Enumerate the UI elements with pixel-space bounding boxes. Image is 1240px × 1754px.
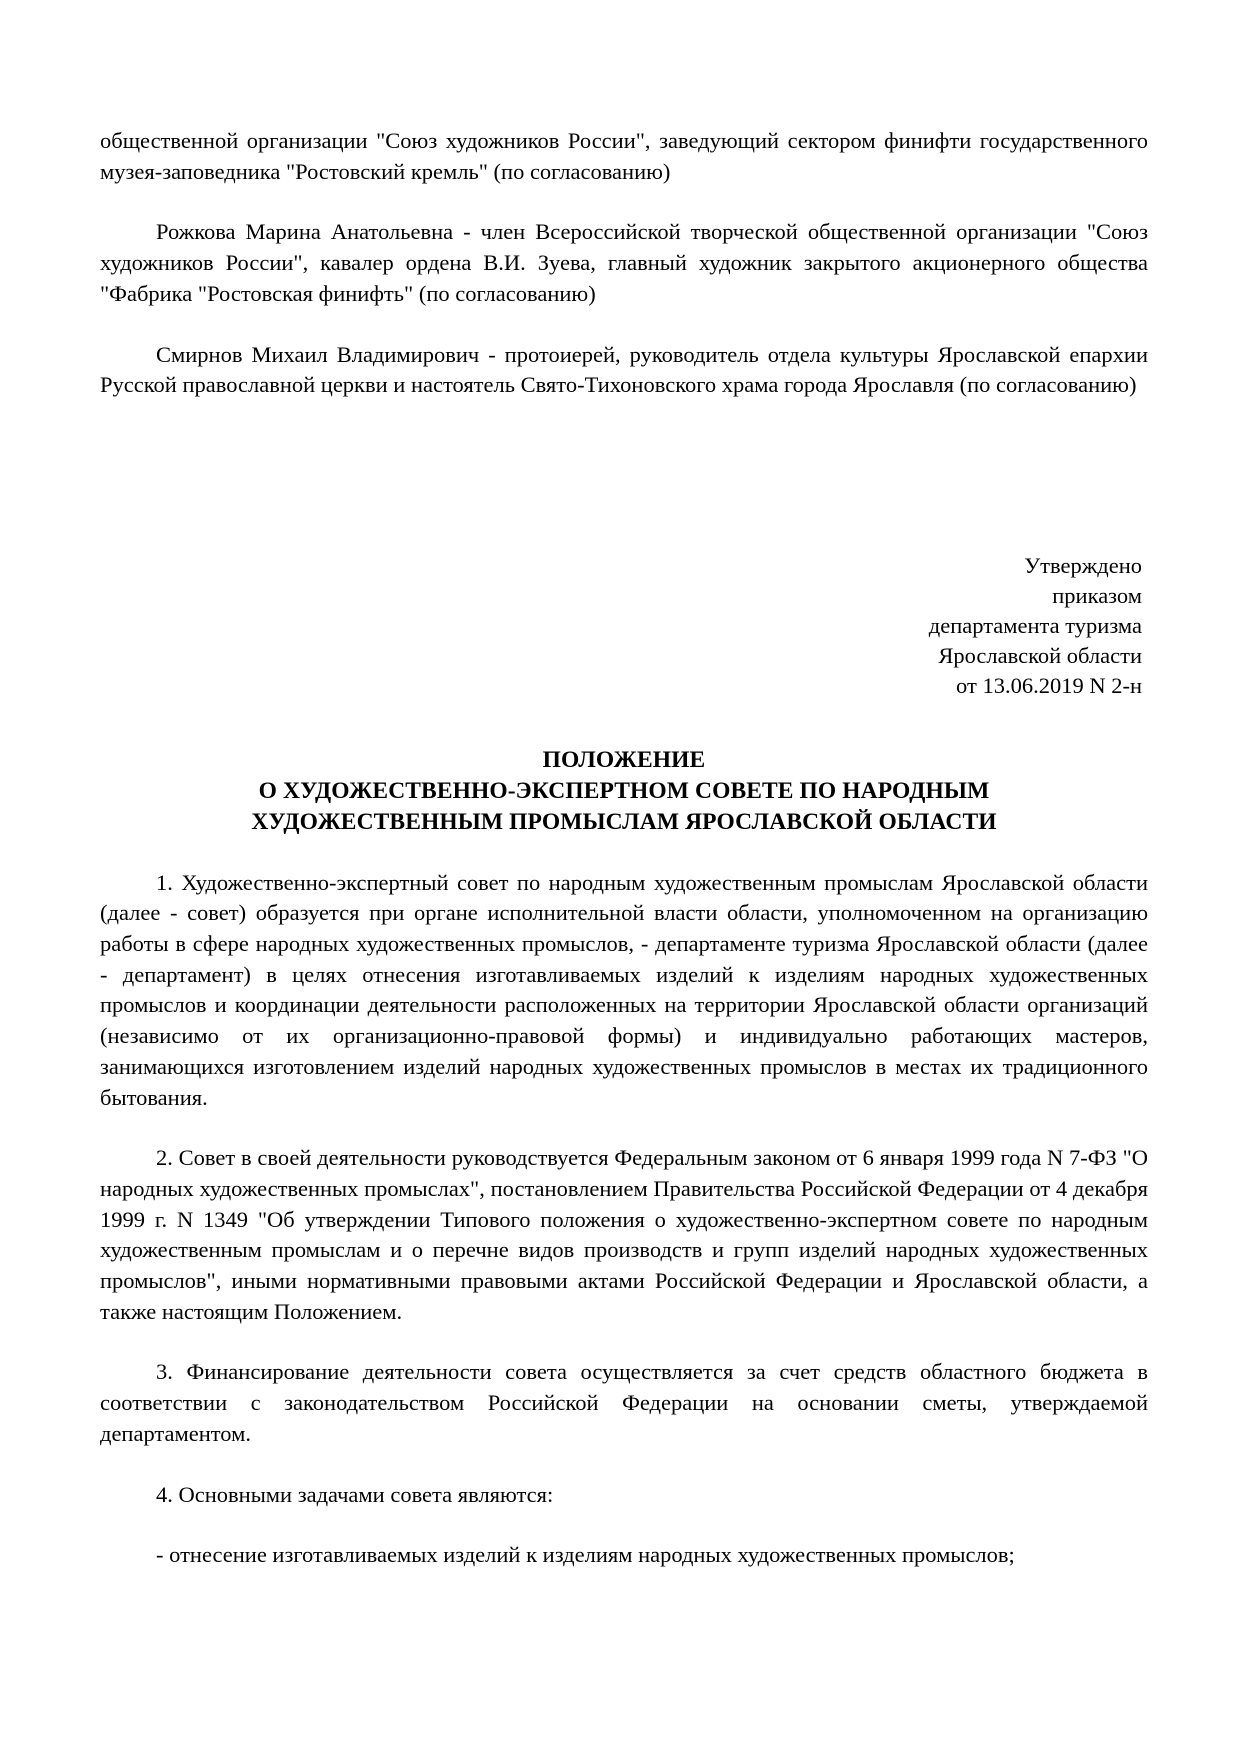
clause-spacer (100, 1510, 1148, 1540)
paragraph-member-smirnov: Смирнов Михаил Владимирович - протоиерей, руководитель отдела культуры Ярославской епархии Русской православной церкви и настоятель Свято-Тихоновского храма города Ярославля (по согласованию) (100, 341, 1148, 398)
paragraph-spacer (100, 310, 1148, 340)
clause-2: 2. Совет в своей деятельности руководствуется Федеральным законом от 6 января 1999 года N 7-ФЗ "О народных художественных промыслах", постановлением Правительства Российской Федерации от 4 декабря 1999 г. N 1349 "Об утверждении Типового положения о художественно-экспертном совете по народным художественным промыслам и о перечне видов производств и групп изделий народных художественных промыслов", иными нормативными правовыми актами Российской Федерации и Ярославской области, а также настоящим Положением. (100, 1145, 1148, 1324)
document-title-line-3: ХУДОЖЕСТВЕННЫМ ПРОМЫСЛАМ ЯРОСЛАВСКОЙ ОБЛАСТИ (251, 808, 997, 835)
clause-1: 1. Художественно-экспертный совет по народным художественным промыслам Ярославской области (далее - совет) образуется при органе исполнительной власти области, уполномоченном на организацию работы в сфере народных художественных промыслов, - департаменте туризма Ярославской области (далее - департамент) в целях отнесения изготавливаемых изделий к изделиям народных художественных промыслов и координации деятельности расположенных на территории Ярославской области организаций (независимо от их организационно-правовой формы) и индивидуально работающих мастеров, занимающихся изготовлением изделий народных художественных промыслов в местах их традиционного бытования. (100, 869, 1148, 1110)
title-spacer (100, 701, 1148, 745)
clause-3: 3. Финансирование деятельности совета осуществляется за счет средств областного бюджета в соответствии с законодательством Российской Федерации на основании сметы, утверждаемой департаментом. (100, 1359, 1148, 1446)
approval-line-order: приказом (1052, 582, 1142, 608)
paragraph-member-continued: общественной организации "Союз художников России", заведующий сектором финифти государственного музея-заповедника "Ростовский кремль" (по согласованию) (100, 128, 1148, 184)
task-item-1: - отнесение изготавливаемых изделий к изделиям народных художественных промыслов; (156, 1542, 1015, 1568)
approval-line-date-number: от 13.06.2019 N 2-н (956, 672, 1142, 698)
title-bottom-spacer (100, 838, 1148, 868)
clause-4: 4. Основными задачами совета являются: (156, 1481, 554, 1507)
paragraph-spacer (100, 187, 1148, 217)
approval-line-approved: Утверждено (1024, 552, 1142, 578)
approval-block (100, 551, 1142, 701)
approval-line-department: департамента туризма (928, 612, 1142, 638)
document-body (100, 126, 1148, 1571)
clause-spacer (100, 1113, 1148, 1143)
clause-spacer (100, 1327, 1148, 1357)
approval-line-region: Ярославской области (938, 642, 1142, 668)
paragraph-member-rozhkova: Рожкова Марина Анатольевна - член Всероссийской творческой общественной организации "Союз художников России", кавалер ордена В.И. Зуева, главный художник закрытого акционерного общества "Фабрика "Ростовская финифть" (по согласованию) (100, 219, 1148, 306)
document-title (100, 745, 1148, 838)
document-title-line-2: О ХУДОЖЕСТВЕННО-ЭКСПЕРТНОМ СОВЕТЕ ПО НАРОДНЫМ (258, 777, 990, 804)
document-title-line-1: ПОЛОЖЕНИЕ (542, 746, 706, 773)
clause-spacer (100, 1450, 1148, 1480)
section-spacer (100, 401, 1148, 551)
